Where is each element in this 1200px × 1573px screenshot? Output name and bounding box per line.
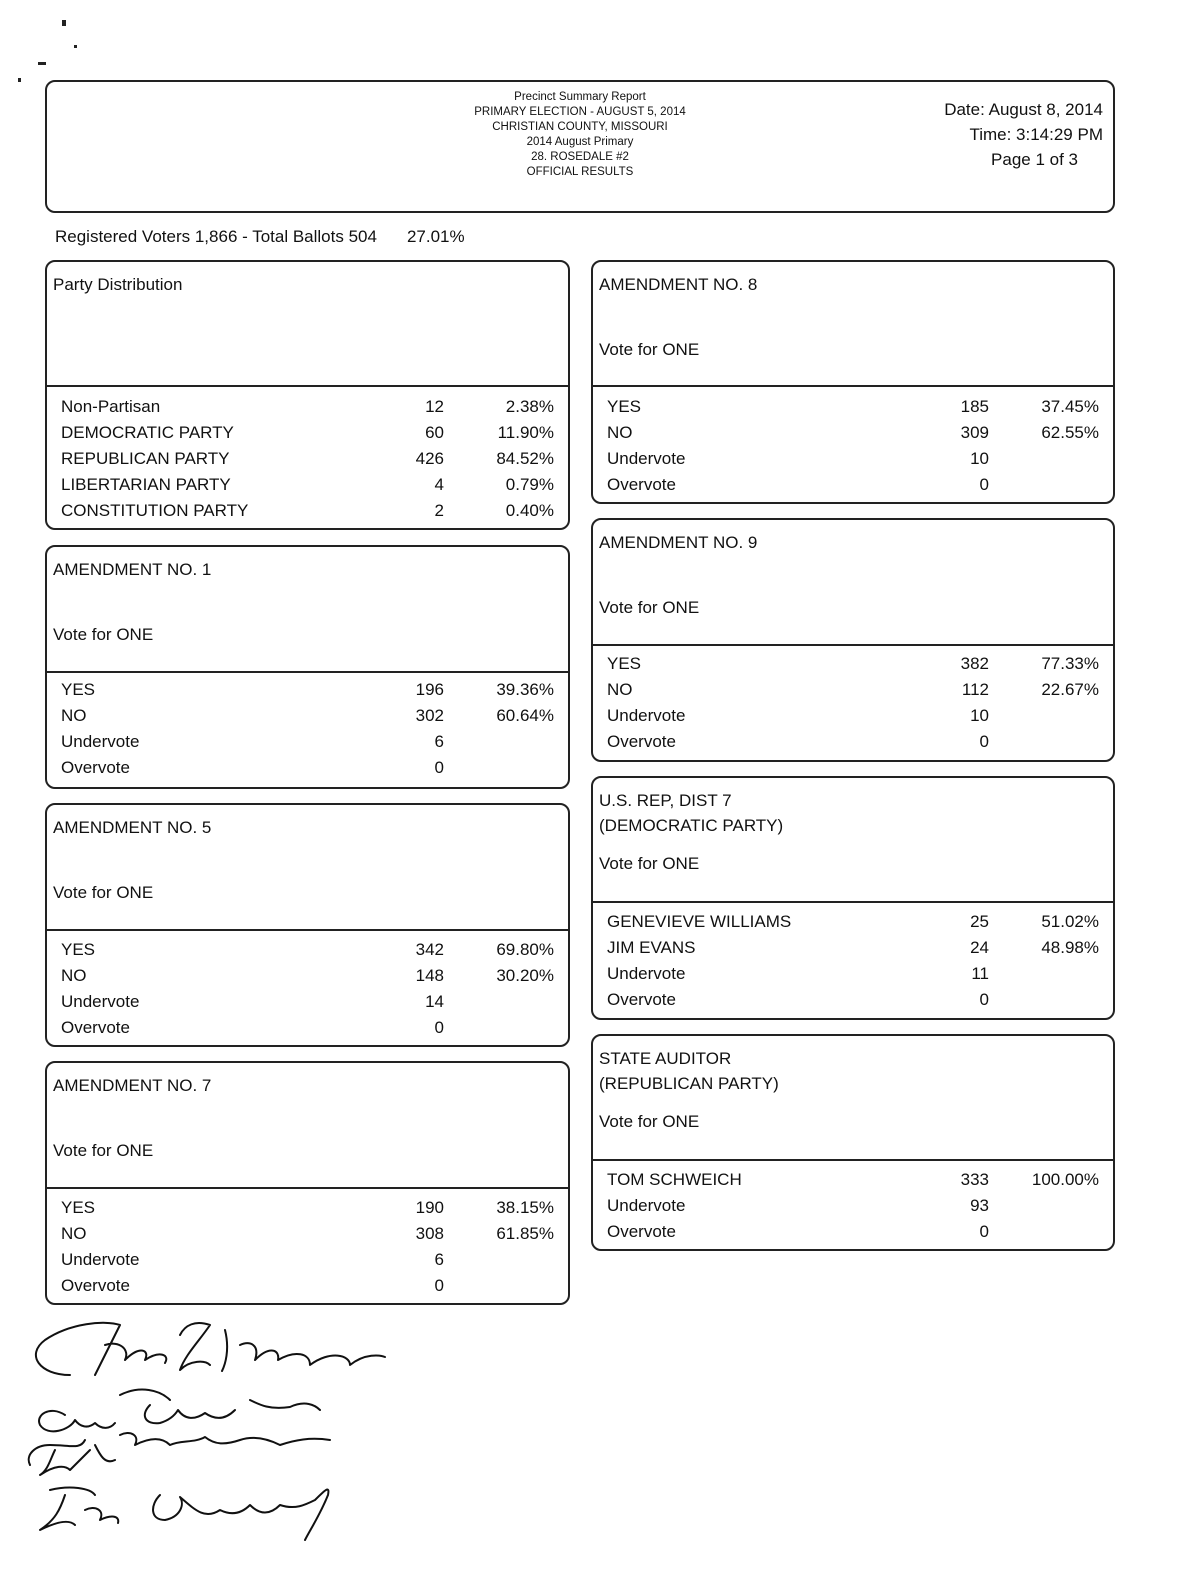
state-auditor-box xyxy=(591,1034,1115,1251)
result-row xyxy=(61,446,554,472)
row-label: Overvote xyxy=(61,1276,130,1295)
row-percent: 60.64% xyxy=(496,706,554,725)
row-label: Overvote xyxy=(607,990,676,1009)
row-label: NO xyxy=(607,423,633,442)
row-label: Overvote xyxy=(607,1222,676,1241)
result-row xyxy=(607,1167,1099,1193)
turnout-percent: 27.01% xyxy=(406,227,465,246)
result-row xyxy=(61,703,554,729)
row-count: 2 xyxy=(434,501,444,520)
race-title: U.S. REP, DIST 7 xyxy=(599,791,732,810)
row-count: 24 xyxy=(970,938,989,957)
result-row xyxy=(61,420,554,446)
report-time: Time: 3:14:29 PM xyxy=(969,125,1103,144)
signature-4 xyxy=(40,1488,328,1540)
box-title: Party Distribution xyxy=(53,275,183,294)
row-count: 112 xyxy=(961,680,989,699)
result-row xyxy=(607,677,1099,703)
amendment-8-box xyxy=(591,260,1115,504)
row-count: 342 xyxy=(415,940,444,959)
result-row xyxy=(61,1273,554,1299)
row-count: 185 xyxy=(960,397,989,416)
row-count: 14 xyxy=(425,992,444,1011)
divider xyxy=(593,1159,1113,1161)
row-label: Overvote xyxy=(607,732,676,751)
result-row xyxy=(61,498,554,524)
row-count: 93 xyxy=(970,1196,989,1215)
row-count: 308 xyxy=(415,1224,444,1243)
row-count: 0 xyxy=(434,1018,444,1037)
vote-instruction: Vote for ONE xyxy=(599,340,700,359)
result-row xyxy=(61,1015,554,1041)
row-count: 10 xyxy=(970,706,989,725)
result-row xyxy=(607,1193,1099,1219)
row-label: NO xyxy=(61,1224,87,1243)
row-label: GENEVIEVE WILLIAMS xyxy=(607,912,792,931)
row-percent: 39.36% xyxy=(496,680,554,699)
row-label: NO xyxy=(607,680,633,699)
results-status: OFFICIAL RESULTS xyxy=(526,166,634,178)
report-date: Date: August 8, 2014 xyxy=(944,100,1103,119)
turnout-text: Registered Voters 1,866 - Total Ballots 504 xyxy=(55,227,377,246)
county-name: CHRISTIAN COUNTY, MISSOURI xyxy=(492,121,668,133)
row-label: Undervote xyxy=(607,964,686,983)
row-count: 0 xyxy=(434,758,444,777)
row-count: 382 xyxy=(960,654,989,673)
row-label: DEMOCRATIC PARTY xyxy=(61,423,234,442)
race-party: (REPUBLICAN PARTY) xyxy=(599,1074,779,1093)
row-percent: 51.02% xyxy=(1041,912,1099,931)
result-row xyxy=(607,909,1099,935)
box-title xyxy=(599,1046,1107,1096)
result-row xyxy=(61,677,554,703)
row-label: Undervote xyxy=(61,1250,140,1269)
result-row xyxy=(61,937,554,963)
row-count: 190 xyxy=(415,1198,444,1217)
precinct-name: 28. ROSEDALE #2 xyxy=(531,151,629,163)
row-count: 4 xyxy=(434,475,444,494)
turnout-summary xyxy=(55,227,465,247)
row-count: 302 xyxy=(415,706,444,725)
divider xyxy=(47,929,568,931)
result-row xyxy=(607,729,1099,755)
row-percent: 48.98% xyxy=(1041,938,1099,957)
result-row xyxy=(61,755,554,781)
row-percent: 37.45% xyxy=(1041,397,1099,416)
row-label: NO xyxy=(61,706,87,725)
result-row xyxy=(607,1219,1099,1245)
row-label: Non-Partisan xyxy=(61,397,161,416)
row-label: YES xyxy=(607,654,642,673)
row-percent: 84.52% xyxy=(496,449,554,468)
result-row xyxy=(607,935,1099,961)
row-label: LIBERTARIAN PARTY xyxy=(61,475,231,494)
amendment-9-box xyxy=(591,518,1115,762)
us-rep-box xyxy=(591,776,1115,1020)
divider xyxy=(47,385,568,387)
report-title: Precinct Summary Report xyxy=(514,91,646,103)
result-row xyxy=(607,420,1099,446)
box-title: AMENDMENT NO. 5 xyxy=(53,818,212,837)
row-count: 196 xyxy=(415,680,444,699)
row-count: 10 xyxy=(970,449,989,468)
signature-3 xyxy=(29,1433,330,1475)
row-label: Undervote xyxy=(607,449,686,468)
result-row xyxy=(61,989,554,1015)
row-label: YES xyxy=(61,940,96,959)
result-row xyxy=(607,703,1099,729)
scan-speck xyxy=(62,20,66,26)
amendment-5-box xyxy=(45,803,570,1047)
signature-2 xyxy=(39,1390,320,1432)
vote-instruction: Vote for ONE xyxy=(599,598,700,617)
row-count: 426 xyxy=(415,449,444,468)
box-title: AMENDMENT NO. 8 xyxy=(599,275,758,294)
result-row xyxy=(61,1247,554,1273)
signatures xyxy=(10,1305,430,1555)
divider xyxy=(47,671,568,673)
result-row xyxy=(61,394,554,420)
vote-instruction: Vote for ONE xyxy=(53,883,154,902)
box-title: AMENDMENT NO. 1 xyxy=(53,560,212,579)
scan-speck xyxy=(38,62,46,65)
scan-speck xyxy=(18,78,21,82)
row-label: Undervote xyxy=(607,706,686,725)
result-row xyxy=(607,651,1099,677)
amendment-1-box xyxy=(45,545,570,789)
row-percent: 77.33% xyxy=(1041,654,1099,673)
signature-1 xyxy=(36,1323,385,1375)
result-row xyxy=(61,729,554,755)
divider xyxy=(47,1187,568,1189)
result-row xyxy=(607,472,1099,498)
amendment-7-box xyxy=(45,1061,570,1305)
row-percent: 38.15% xyxy=(496,1198,554,1217)
row-percent: 30.20% xyxy=(496,966,554,985)
row-percent: 0.79% xyxy=(505,475,554,494)
row-label: CONSTITUTION PARTY xyxy=(61,501,249,520)
race-title: STATE AUDITOR xyxy=(599,1049,732,1068)
row-label: YES xyxy=(61,680,96,699)
row-percent: 11.90% xyxy=(497,423,554,442)
row-count: 25 xyxy=(970,912,989,931)
row-count: 0 xyxy=(979,475,989,494)
row-label: Undervote xyxy=(607,1196,686,1215)
row-percent: 0.40% xyxy=(505,501,554,520)
row-count: 0 xyxy=(979,1222,989,1241)
election-name: PRIMARY ELECTION - AUGUST 5, 2014 xyxy=(474,106,686,118)
row-percent: 100.00% xyxy=(1031,1170,1099,1189)
result-row xyxy=(61,472,554,498)
row-count: 333 xyxy=(960,1170,989,1189)
row-percent: 62.55% xyxy=(1041,423,1099,442)
scan-speck xyxy=(74,45,77,48)
divider xyxy=(593,901,1113,903)
row-percent: 22.67% xyxy=(1041,680,1099,699)
row-count: 0 xyxy=(979,990,989,1009)
row-label: YES xyxy=(61,1198,96,1217)
result-row xyxy=(607,987,1099,1013)
row-percent: 2.38% xyxy=(505,397,554,416)
row-label: Undervote xyxy=(61,732,140,751)
row-label: Overvote xyxy=(61,1018,130,1037)
report-meta xyxy=(944,97,1103,172)
vote-instruction: Vote for ONE xyxy=(53,1141,154,1160)
result-row xyxy=(607,446,1099,472)
result-row xyxy=(61,963,554,989)
page-number: Page 1 of 3 xyxy=(991,150,1078,169)
row-count: 12 xyxy=(425,397,444,416)
result-row xyxy=(607,394,1099,420)
result-row xyxy=(61,1195,554,1221)
row-percent: 61.85% xyxy=(496,1224,554,1243)
row-count: 309 xyxy=(960,423,989,442)
row-label: REPUBLICAN PARTY xyxy=(61,449,230,468)
row-label: Overvote xyxy=(61,758,130,777)
party-distribution-box xyxy=(45,260,570,530)
row-label: Overvote xyxy=(607,475,676,494)
row-label: JIM EVANS xyxy=(607,938,696,957)
vote-instruction: Vote for ONE xyxy=(599,1112,700,1131)
row-count: 148 xyxy=(415,966,444,985)
report-header xyxy=(45,80,1115,213)
row-label: YES xyxy=(607,397,642,416)
race-party: (DEMOCRATIC PARTY) xyxy=(599,816,784,835)
primary-name: 2014 August Primary xyxy=(526,136,634,148)
vote-instruction: Vote for ONE xyxy=(599,854,700,873)
row-label: Undervote xyxy=(61,992,140,1011)
row-count: 0 xyxy=(979,732,989,751)
box-title: AMENDMENT NO. 9 xyxy=(599,533,758,552)
divider xyxy=(593,385,1113,387)
box-title xyxy=(599,788,1107,838)
divider xyxy=(593,644,1113,646)
box-title: AMENDMENT NO. 7 xyxy=(53,1076,212,1095)
row-count: 6 xyxy=(434,732,444,751)
row-label: NO xyxy=(61,966,87,985)
row-count: 60 xyxy=(425,423,444,442)
result-row xyxy=(61,1221,554,1247)
row-percent: 69.80% xyxy=(496,940,554,959)
row-count: 0 xyxy=(434,1276,444,1295)
row-label: TOM SCHWEICH xyxy=(607,1170,742,1189)
vote-instruction: Vote for ONE xyxy=(53,625,154,644)
result-row xyxy=(607,961,1099,987)
row-count: 11 xyxy=(971,964,989,983)
row-count: 6 xyxy=(434,1250,444,1269)
